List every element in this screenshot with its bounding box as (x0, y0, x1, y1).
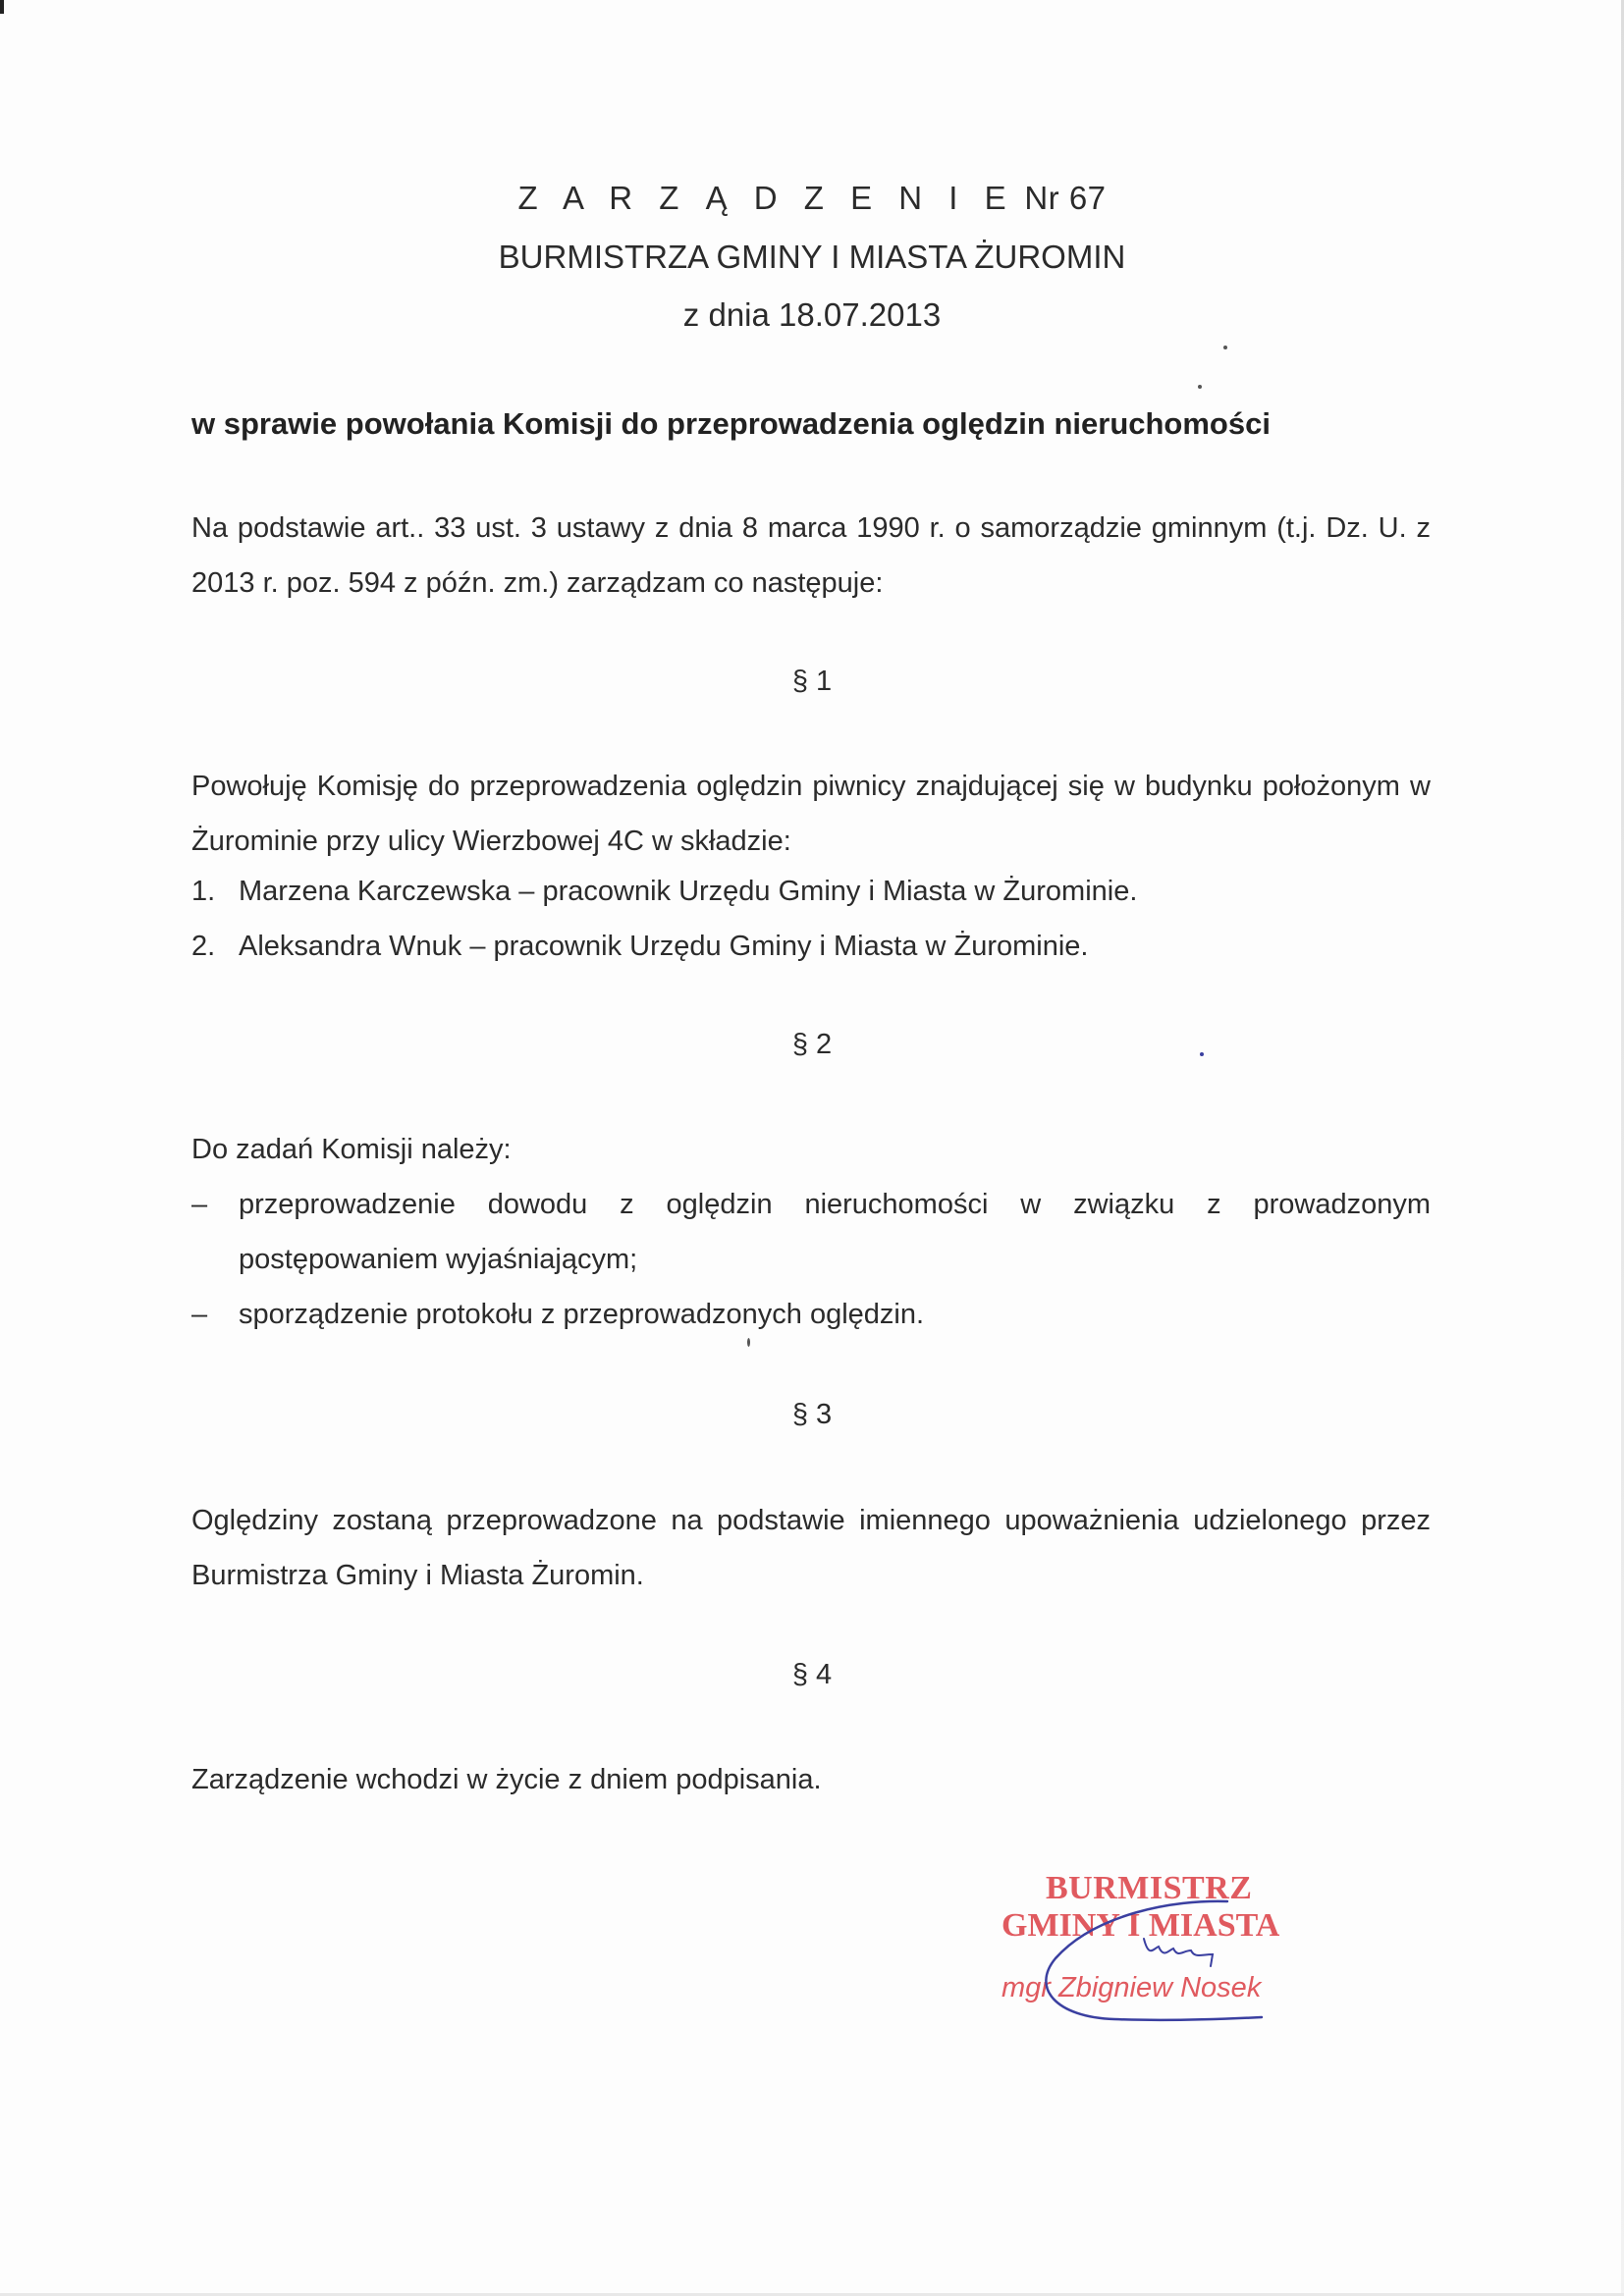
handwritten-signature-icon (1026, 1890, 1281, 2027)
list-text: Aleksandra Wnuk – pracownik Urzędu Gminy i Miasta w Żurominie. (239, 931, 1089, 962)
scan-speck (1200, 1052, 1204, 1056)
section-heading-1: § 1 (791, 666, 833, 697)
list-marker: 1. (191, 876, 216, 907)
title-number: Nr 67 (1024, 180, 1107, 216)
document-title (0, 180, 1624, 217)
stamp-line-office: GMINY I MIASTA (1001, 1907, 1280, 1944)
list-text: sporządzenie protokołu z przeprowadzonych oględzin. (239, 1299, 925, 1330)
list-text: Marzena Karczewska – pracownik Urzędu Gminy i Miasta w Żurominie. (239, 876, 1138, 907)
section-heading-4: § 4 (791, 1659, 833, 1690)
document-date: z dnia 18.07.2013 (682, 296, 942, 333)
list-marker: – (191, 1189, 208, 1220)
scan-mark (0, 0, 4, 14)
scan-speck (1198, 385, 1202, 389)
section-heading-2: § 2 (791, 1029, 833, 1060)
commission-members-list (191, 864, 1431, 974)
section-3-text: Oględziny zostaną przeprowadzone na podstawie imiennego upoważnienia udzielonego przez Burmistrza Gminy i Miasta Żuromin. (191, 1505, 1431, 1591)
stamp-line-name: mgr Zbigniew Nosek (1001, 1972, 1262, 2003)
list-item (191, 864, 1431, 919)
list-item (191, 1287, 1431, 1342)
section-4-text: Zarządzenie wchodzi w życie z dniem podpisania. (191, 1764, 822, 1795)
list-item (191, 919, 1431, 974)
section-heading-3: § 3 (791, 1399, 833, 1430)
title-word: Z A R Z Ą D Z E N I E (517, 180, 1015, 216)
list-marker: – (191, 1299, 208, 1330)
list-text: przeprowadzenie dowodu z oględzin nieruchomości w związku z prowadzonym postępowaniem wyjaśniającym; (239, 1189, 1431, 1275)
section-1-text: Powołuję Komisję do przeprowadzenia oględzin piwnicy znajdującej się w budynku położonym w Żurominie przy ulicy Wierzbowej 4C w składzie: (191, 771, 1431, 857)
list-marker: 2. (191, 931, 216, 962)
issuer: BURMISTRZA GMINY I MIASTA ŻUROMIN (498, 239, 1126, 275)
stamp-line-title: BURMISTRZ (1046, 1870, 1253, 1906)
scan-speck (1223, 346, 1227, 349)
scan-speck (747, 1338, 750, 1347)
legal-basis: Na podstawie art.. 33 ust. 3 ustawy z dnia 8 marca 1990 r. o samorządzie gminnym (t.j. Dz. U. z 2013 r. poz. 594 z późn. zm.) zarządzam co następuje: (191, 512, 1431, 599)
list-item (191, 1177, 1431, 1287)
commission-tasks-list (191, 1177, 1431, 1342)
document-subject: w sprawie powołania Komisji do przeprowadzenia oględzin nieruchomości (191, 406, 1271, 441)
section-2-text: Do zadań Komisji należy: (191, 1134, 512, 1165)
